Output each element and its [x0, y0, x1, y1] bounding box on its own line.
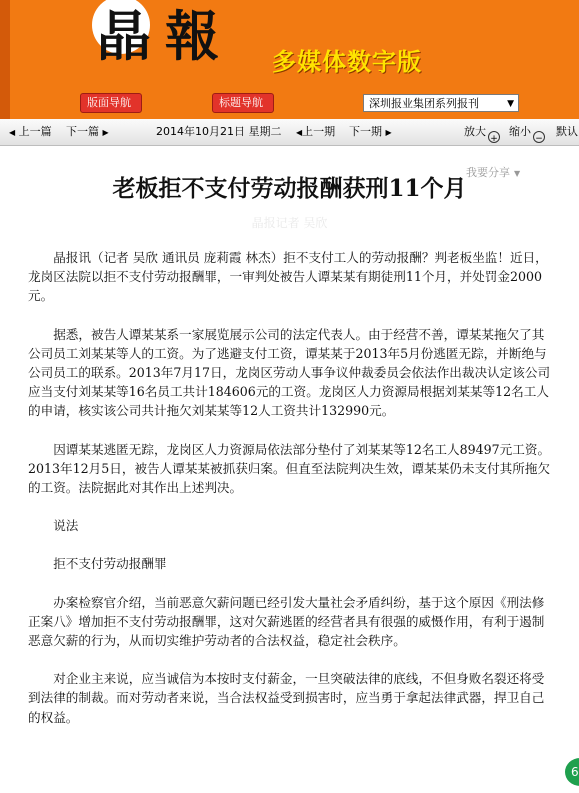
page-nav-button[interactable]: 版面导航: [80, 93, 142, 113]
chevron-left-icon: ◀: [9, 128, 16, 137]
paragraph: 因谭某某逃匿无踪，龙岗区人力资源局依法部分垫付了刘某某等12名工人89497元工资。2013年12月5日，被告人谭某某被抓获归案。但直至法院判决生效，谭某某仍未支付其所拖欠的工资。法院据此对其作出上述判决。: [28, 441, 551, 496]
byline-faint: 晶报记者 吴欣: [251, 216, 328, 230]
issue-date: 2014年10月21日 星期二: [156, 125, 282, 138]
article-body: [28, 248, 552, 746]
prev-article-link[interactable]: ◀ 上一篇: [9, 125, 52, 138]
toolbar: [0, 119, 579, 146]
logo-char-2: 報: [165, 4, 219, 68]
chevron-right-icon: ▶: [385, 128, 392, 137]
chevron-left-icon: ◀: [296, 128, 303, 137]
edition-subtitle: 多媒体数字版: [272, 48, 422, 76]
chevron-down-icon: ▼: [507, 99, 514, 109]
article-area: [0, 146, 579, 793]
next-article-link[interactable]: 下一篇 ▶: [66, 125, 109, 138]
group-select-value: 深圳报业集团系列报刊: [369, 97, 479, 110]
chevron-right-icon: ▶: [102, 128, 109, 137]
masthead: [0, 0, 579, 119]
masthead-edge: [0, 0, 10, 119]
minus-icon: −: [533, 131, 545, 143]
zoom-in-button[interactable]: 放大 +: [464, 125, 486, 139]
plus-icon: +: [488, 131, 500, 143]
logo-char-1: 晶: [97, 4, 151, 68]
floating-badge[interactable]: 6: [565, 758, 579, 786]
title-nav-button[interactable]: 标题导航: [212, 93, 274, 113]
subheading: 说法: [53, 518, 79, 534]
article-title: 老板拒不支付劳动报酬获刑11个月: [112, 175, 467, 202]
chevron-down-icon: ▼: [514, 169, 521, 178]
paragraph: 据悉，被告人谭某某系一家展览展示公司的法定代表人。由于经营不善，谭某某拖欠了其公司员工刘某某等人的工资。为了逃避支付工资，谭某某于2013年5月份逃匿无踪，并断绝与公司员工的联系。2013年7月17日，龙岗区劳动人事争议仲裁委员会依法作出裁决认定该公司应当支付刘某某等16名员工共计184606元的工资。龙岗区人力资源局根据刘某某等12名工人的申请，核实该公司共计拖欠刘某某等12人工资共计132990元。: [28, 326, 551, 419]
prev-issue-link[interactable]: ◀上一期: [296, 125, 336, 138]
share-button[interactable]: 我要分享 ▼: [466, 166, 521, 179]
next-issue-link[interactable]: 下一期 ▶: [349, 125, 392, 138]
default-size-button[interactable]: 默认: [556, 125, 578, 138]
zoom-out-button[interactable]: 缩小 −: [509, 125, 531, 139]
subheading: 拒不支付劳动报酬罪: [53, 556, 167, 572]
paragraph: 对企业主来说，应当诚信为本按时支付薪金，一旦突破法律的底线，不但身败名裂还将受到法律的制裁。而对劳动者来说，当合法权益受到损害时，应当勇于拿起法律武器，捍卫自己的权益。: [28, 671, 545, 725]
paragraph: 办案检察官介绍，当前恶意欠薪问题已经引发大量社会矛盾纠纷，基于这个原因《刑法修正案八》增加拒不支付劳动报酬罪，这对欠薪逃匿的经营者具有很强的威慑作用，有利于遏制恶意欠薪的行为，从而切实维护劳动者的合法权益，稳定社会秩序。: [28, 594, 545, 649]
paragraph: 晶报讯（记者 吴欣 通讯员 庞莉霞 林杰）拒不支付工人的劳动报酬？判老板坐监！近日，龙岗区法院以拒不支付劳动报酬罪，一审判处被告人谭某某有期徒刑11个月，并处罚金2000元。: [28, 250, 548, 304]
group-select[interactable]: [363, 94, 519, 112]
